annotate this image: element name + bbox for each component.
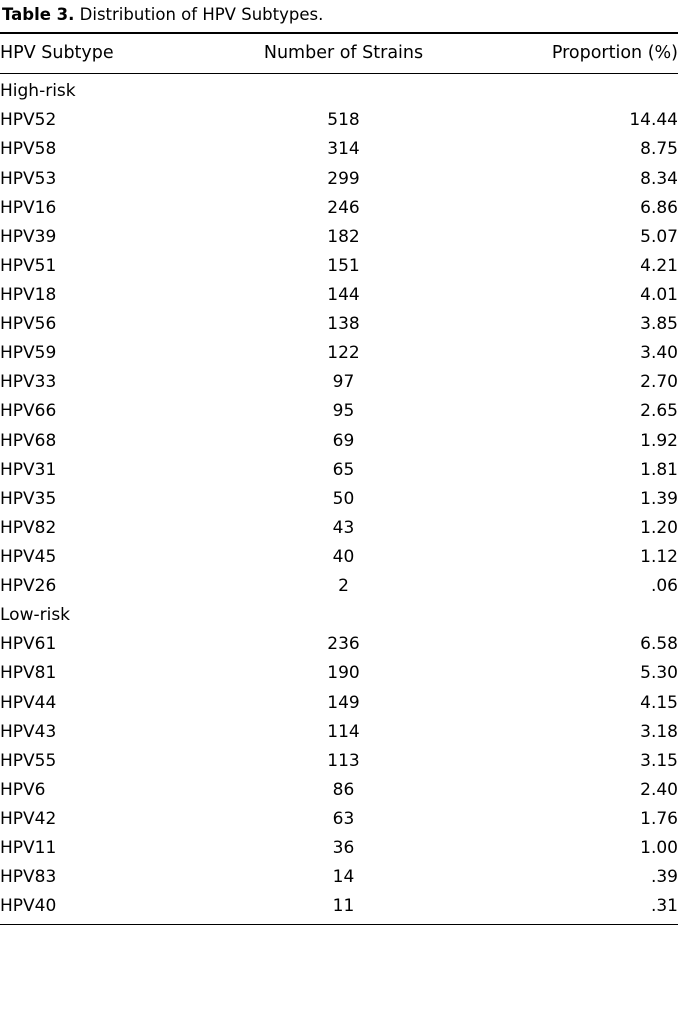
cell-strains: 246 [327, 197, 360, 218]
table-row [0, 223, 678, 252]
cell-proportion: .31 [650, 896, 678, 917]
table-row [0, 194, 678, 223]
cell-proportion: 2.65 [640, 401, 678, 422]
cell-proportion: 1.12 [640, 547, 678, 568]
cell-subtype: HPV53 [0, 168, 57, 189]
cell-proportion: 1.20 [640, 517, 678, 538]
table-row [0, 164, 678, 193]
table-row [0, 426, 678, 455]
cell-strains: 138 [327, 314, 360, 335]
table-row [0, 310, 678, 339]
cell-proportion: 1.00 [640, 838, 678, 859]
table-row [0, 543, 678, 572]
cell-subtype: HPV81 [0, 663, 57, 684]
cell-strains: 65 [332, 459, 355, 480]
table-row [0, 630, 678, 659]
table-row [0, 659, 678, 688]
table-group-row [0, 601, 678, 630]
cell-strains: 190 [327, 663, 360, 684]
cell-proportion: .06 [650, 576, 678, 597]
cell-proportion: 6.86 [640, 197, 678, 218]
cell-strains: 2 [338, 576, 349, 597]
cell-proportion: 1.92 [640, 430, 678, 451]
cell-strains: 113 [327, 750, 360, 771]
table-caption [0, 0, 678, 32]
cell-strains: 182 [327, 226, 360, 247]
cell-proportion: 8.75 [640, 139, 678, 160]
table-header [0, 33, 678, 74]
cell-proportion: 4.01 [640, 285, 678, 306]
cell-strains: 236 [327, 634, 360, 655]
cell-subtype: HPV68 [0, 430, 57, 451]
cell-subtype: HPV44 [0, 692, 57, 713]
table-body [0, 74, 678, 924]
cell-proportion: 2.40 [640, 779, 678, 800]
group-label-high-risk: High-risk [0, 81, 76, 102]
cell-subtype: HPV82 [0, 517, 57, 538]
cell-proportion: 3.85 [640, 314, 678, 335]
cell-strains: 40 [332, 547, 355, 568]
column-header-strains: Number of Strains [232, 33, 455, 74]
table-row [0, 834, 678, 863]
cell-strains: 43 [332, 517, 355, 538]
cell-subtype: HPV16 [0, 197, 57, 218]
cell-subtype: HPV55 [0, 750, 57, 771]
cell-subtype: HPV56 [0, 314, 57, 335]
table-row [0, 397, 678, 426]
table-row [0, 485, 678, 514]
table-row [0, 805, 678, 834]
cell-proportion: 4.15 [640, 692, 678, 713]
cell-strains: 314 [327, 139, 360, 160]
table-row [0, 717, 678, 746]
cell-proportion: 14.44 [629, 110, 678, 131]
column-header-subtype: HPV Subtype [0, 33, 232, 74]
cell-subtype: HPV26 [0, 576, 57, 597]
cell-proportion: 1.76 [640, 809, 678, 829]
cell-proportion: 1.39 [640, 488, 678, 509]
cell-subtype: HPV52 [0, 110, 57, 131]
cell-subtype: HPV11 [0, 838, 57, 859]
cell-strains: 149 [327, 692, 360, 713]
cell-subtype: HPV43 [0, 721, 57, 742]
table-row [0, 892, 678, 921]
column-header-proportion: Proportion (%) [455, 33, 678, 74]
bottom-rule [0, 924, 678, 925]
cell-subtype: HPV61 [0, 634, 57, 655]
cell-proportion: 3.18 [640, 721, 678, 742]
table-row [0, 776, 678, 805]
table-row [0, 106, 678, 135]
cell-subtype: HPV59 [0, 343, 57, 364]
cell-subtype: HPV42 [0, 809, 57, 829]
cell-strains: 11 [332, 896, 355, 917]
cell-proportion: 3.40 [640, 343, 678, 364]
table-footer-rule [0, 924, 678, 925]
cell-subtype: HPV33 [0, 372, 57, 393]
table-row [0, 281, 678, 310]
table-header-row [0, 33, 678, 74]
hpv-subtype-table [0, 32, 678, 924]
cell-proportion: 5.30 [640, 663, 678, 684]
table-row [0, 456, 678, 485]
cell-proportion: 6.58 [640, 634, 678, 655]
cell-subtype: HPV58 [0, 139, 57, 160]
cell-subtype: HPV83 [0, 867, 57, 888]
cell-strains: 151 [327, 255, 360, 276]
table-row [0, 368, 678, 397]
table-row [0, 747, 678, 776]
cell-strains: 299 [327, 168, 360, 189]
cell-proportion: .39 [650, 867, 678, 888]
group-label-low-risk: Low-risk [0, 605, 71, 626]
table-footer-row [0, 924, 678, 925]
cell-subtype: HPV6 [0, 779, 46, 800]
cell-strains: 97 [332, 372, 355, 393]
table-row [0, 863, 678, 892]
cell-subtype: HPV40 [0, 896, 57, 917]
cell-strains: 14 [332, 867, 355, 888]
cell-subtype: HPV31 [0, 459, 57, 480]
table-row [0, 688, 678, 717]
table-caption-label: Table 3. [2, 5, 75, 24]
cell-subtype: HPV35 [0, 488, 57, 509]
cell-strains: 69 [332, 430, 355, 451]
cell-proportion: 5.07 [640, 226, 678, 247]
cell-strains: 518 [327, 110, 360, 131]
cell-proportion: 1.81 [640, 459, 678, 480]
cell-strains: 122 [327, 343, 360, 364]
cell-strains: 95 [332, 401, 355, 422]
table-row [0, 339, 678, 368]
cell-proportion: 8.34 [640, 168, 678, 189]
table-row [0, 514, 678, 543]
cell-subtype: HPV39 [0, 226, 57, 247]
cell-strains: 50 [332, 488, 355, 509]
table-row [0, 252, 678, 281]
cell-subtype: HPV66 [0, 401, 57, 422]
cell-strains: 36 [332, 838, 355, 859]
table-caption-text: Distribution of HPV Subtypes. [79, 5, 324, 24]
cell-subtype: HPV51 [0, 255, 57, 276]
table-row [0, 135, 678, 164]
cell-strains: 63 [332, 809, 355, 829]
cell-subtype: HPV18 [0, 285, 57, 306]
cell-strains: 114 [327, 721, 360, 742]
cell-proportion: 2.70 [640, 372, 678, 393]
cell-strains: 144 [327, 285, 360, 306]
table-group-row [0, 74, 678, 106]
cell-proportion: 4.21 [640, 255, 678, 276]
cell-subtype: HPV45 [0, 547, 57, 568]
cell-proportion: 3.15 [640, 750, 678, 771]
cell-strains: 86 [332, 779, 355, 800]
table-row [0, 572, 678, 601]
